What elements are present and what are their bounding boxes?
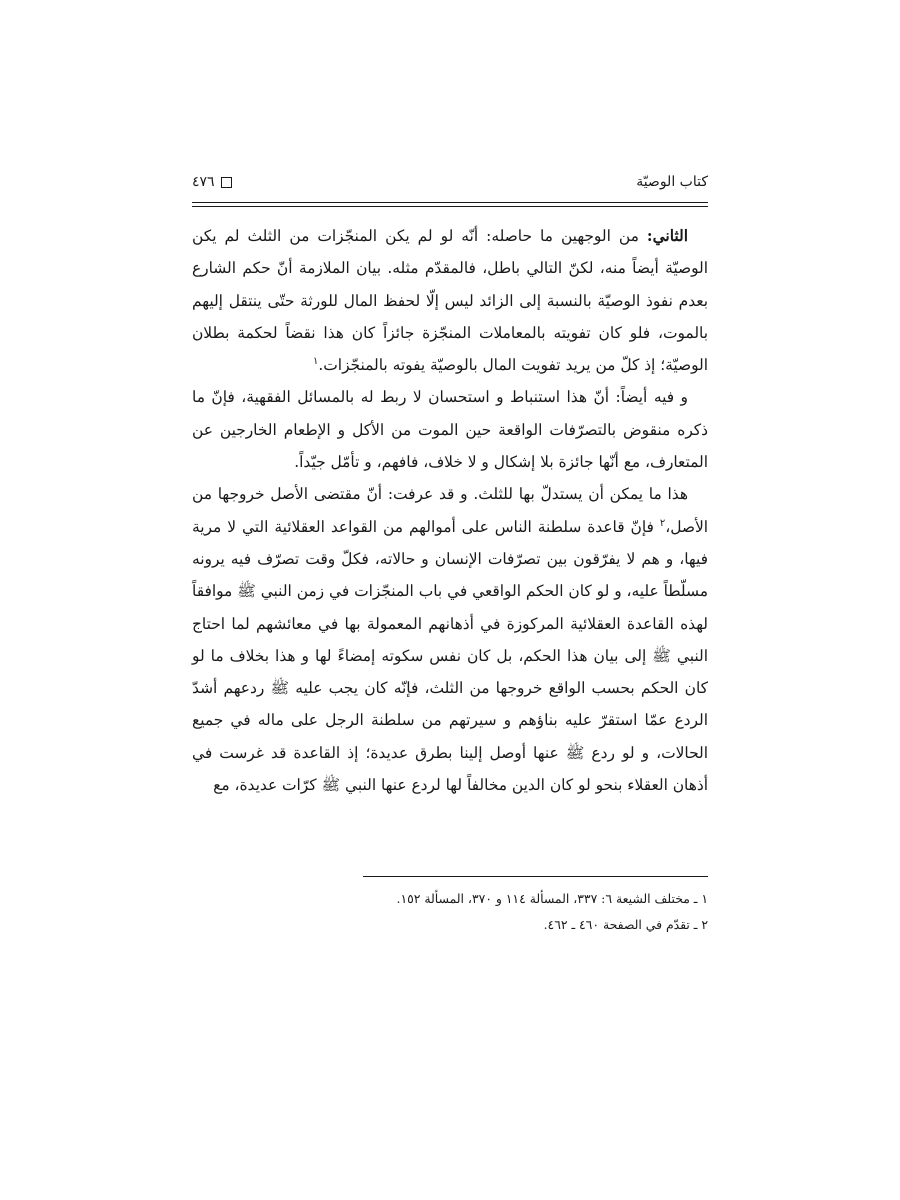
footnote-ref-2[interactable]: ٢: [659, 517, 666, 529]
paragraph-1-text: من الوجهين ما حاصله: أنّه لو لم يكن المنجّزات من الثلث لم يكن الوصيّة أيضاً منه، لكنّ التالي باطل، فالمقدّم مثله. بيان الملازمة أنّ حكم الشارع بعدم نفوذ الوصيّة بالنسبة إلى الزائد ليس إلّا لحفظ المال للورثة حتّى ينتقل إليهم بالموت، فلو كان تفويته بالمعاملات المنجّزة جائزاً كان هذا نقضاً لحكمة بطلان الوصيّة؛ إذ كلّ من يريد تفويت المال بالوصيّة يفوته بالمنجّزات.: [192, 227, 708, 375]
header-rule-thin: [192, 206, 708, 207]
footnote-ref-1[interactable]: ١: [313, 356, 319, 368]
footnote-1: ١ ـ مختلف الشيعة ٦: ٣٣٧، المسألة ١١٤ و ٣٧٠، المسألة ١٥٢.: [396, 891, 708, 906]
book-title: كتاب الوصيّة: [636, 174, 708, 190]
page-number-group: [192, 174, 232, 190]
paragraph-3-text-a: هذا ما يمكن أن يستدلّ بها للثلث. و قد عرفت: أنّ مقتضى الأصل خروجها من الأصل،: [192, 485, 708, 536]
paragraph-2: و فيه أيضاً: أنّ هذا استنباط و استحسان لا ربط له بالمسائل الفقهية، فإنّ ما ذكره منقوض بالتصرّفات الواقعة حين الموت من الأكل و الإطعام الخارجين عن المتعارف، مع أنّها جائزة بلا إشكال و لا خلاف، فافهم، و تأمّل جيّداً.: [192, 388, 708, 472]
footnote-rule: [363, 876, 708, 877]
paragraph-3-text-b: فإنّ قاعدة سلطنة الناس على أموالهم من القواعد العقلائية التي لا مرية فيها، و هم لا يفرّقون بين تصرّفات الإنسان و حالاته، فكلّ وقت تصرّف فيه يرونه مسلّطاً عليه، و لو كان الحكم الواقعي في باب المنجّزات في زمن النبي ﷺ موافقاً لهذه القاعدة العقلائية المركوزة في أذهانهم المعمولة بها في معائشهم لما احتاج النبي ﷺ إلى بيان هذا الحكم، بل كان نفس سكوته إمضاءً لها و هذا بخلاف ما لو كان الحكم بحسب الواقع خروجها من الثلث، فإنّه كان يجب عليه ﷺ ردعهم أشدّ الردع عمّا استقرّ عليه بناؤهم و سيرتهم من سلطنة الرجل على ماله في جميع الحالات، و لو ردع ﷺ عنها أوصل إلينا بطرق عديدة؛ إذ القاعدة قد غرست في أذهان العقلاء بنحو لو كان الدين مخالفاً لها لردع عنها النبي ﷺ كرّات عديدة، مع: [192, 517, 708, 795]
main-text: [192, 220, 708, 801]
running-header: [192, 172, 708, 198]
paragraph-3: [192, 478, 708, 801]
paragraph-1: [192, 220, 708, 381]
header-rule-thick: [192, 202, 708, 203]
footnote-2: ٢ ـ تقدّم في الصفحة ٤٦٠ ـ ٤٦٢.: [543, 917, 708, 932]
page-number: ٤٧٦: [192, 174, 215, 190]
square-box-icon: [221, 177, 232, 188]
paragraph-1-lead: الثاني:: [646, 227, 688, 245]
footnotes: [192, 886, 708, 938]
